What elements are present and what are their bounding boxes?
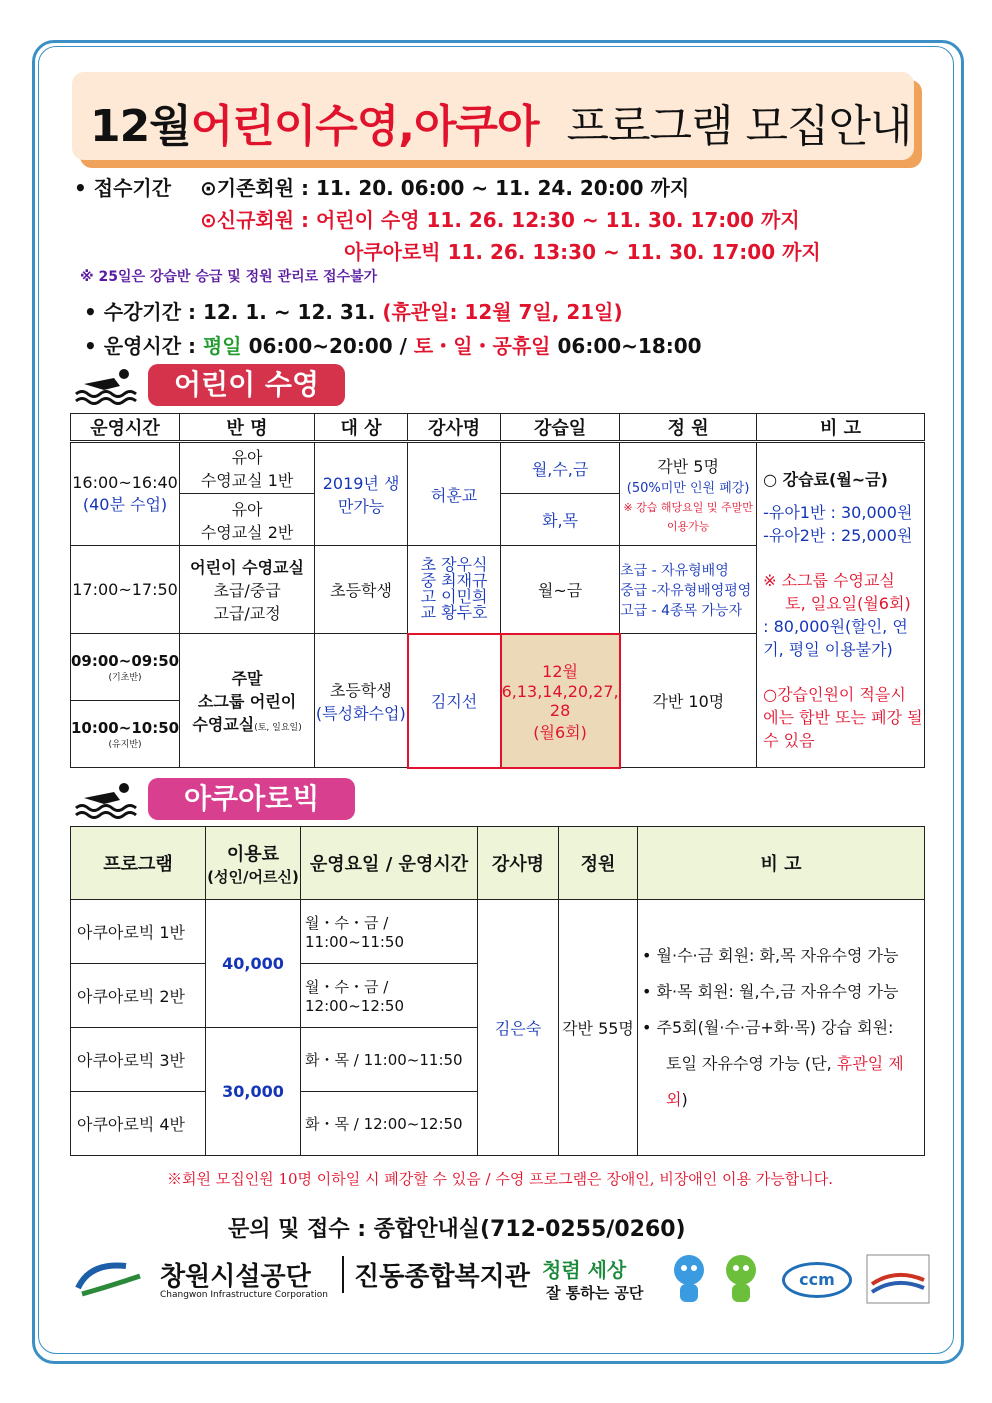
aqua-teacher: 김은숙 bbox=[478, 900, 559, 1156]
r3-day-text: 12월 6,13,14,20,27, 28 bbox=[501, 661, 619, 720]
th-target: 대 상 bbox=[315, 414, 408, 442]
note-fee2: -유아2반 : 25,000원 bbox=[763, 526, 913, 545]
r3-target bbox=[315, 634, 408, 768]
th-note: 비 고 bbox=[638, 827, 925, 900]
hours-label: • 운영시간 : bbox=[84, 334, 196, 358]
r1-cap-text: 각반 5명 bbox=[657, 457, 719, 476]
aqua-note4c: ) bbox=[681, 1089, 688, 1109]
r2-teacher1: 초 장우식 bbox=[420, 555, 488, 575]
th-teacher: 강사명 bbox=[408, 414, 501, 442]
contact: 문의 및 접수 : 종합안내실(712-0255/0260) bbox=[228, 1217, 686, 1242]
r2-class bbox=[180, 546, 315, 634]
hours-weekend: 토・일・공휴일 bbox=[413, 334, 551, 358]
r1-day2: 화,목 bbox=[501, 494, 620, 546]
period-label: • 수강기간 : 12. 1. ~ 12. 31. bbox=[84, 300, 376, 324]
aqua-row4-time: 화・목 / 12:00~12:50 bbox=[301, 1092, 478, 1156]
section-aqua: 아쿠아로빅 bbox=[148, 778, 355, 820]
r3-time1-note: (기초반) bbox=[108, 672, 142, 683]
r3-teacher: 김지선 bbox=[408, 634, 501, 768]
period bbox=[84, 296, 623, 325]
welfare-name: 진동종합복지관 bbox=[342, 1256, 530, 1293]
changwon-logo-icon bbox=[70, 1258, 150, 1304]
reg-new: ⊙신규회원 : 어린이 수영 11. 26. 12:30 ~ 11. 30. 17:00 까지 bbox=[200, 208, 800, 232]
r1-cap-note: (50%미만 인원 폐강) bbox=[626, 481, 750, 496]
r1-cap-note2: ※ 강습 해당요일 및 주말만 이용가능 bbox=[623, 501, 753, 533]
swimmer-icon bbox=[74, 366, 140, 406]
reg-note: ※ 25일은 강습반 승급 및 정원 관리로 접수불가 bbox=[80, 269, 378, 285]
th-capacity: 정 원 bbox=[620, 414, 757, 442]
kids-swim-table bbox=[70, 413, 925, 769]
th-time: 운영시간 bbox=[71, 414, 180, 442]
r1-class1-b: 수영교실 1반 bbox=[200, 471, 294, 490]
r3-time2: 10:00~10:50 bbox=[71, 718, 180, 737]
footer-note: ※회원 모집인원 10명 이하일 시 폐강할 수 있음 / 수영 프로그램은 장애인, 비장애인 이용 가능합니다. bbox=[166, 1170, 834, 1188]
r3-day-count: (월6회) bbox=[533, 722, 587, 742]
note-small-group-fee: : 80,000원(할인, 연기, 평일 이용불가) bbox=[763, 617, 908, 659]
th-fee-text: 이용료 bbox=[226, 843, 280, 865]
th-program: 프로그램 bbox=[71, 827, 206, 900]
th-teacher: 강사명 bbox=[478, 827, 559, 900]
r3-time bbox=[71, 634, 180, 768]
r2-teachers bbox=[408, 546, 501, 634]
ccm-logo: ccm bbox=[782, 1262, 852, 1298]
certificate-badge-icon bbox=[866, 1254, 930, 1304]
logo-bar bbox=[60, 1250, 940, 1310]
org-name-en: Changwon Infrastructure Corporation bbox=[160, 1290, 328, 1300]
reg-existing: ⊙기존회원 : 11. 20. 06:00 ~ 11. 24. 20:00 까지 bbox=[200, 176, 690, 200]
th-day: 강습일 bbox=[501, 414, 620, 442]
reg-label: • 접수기간 bbox=[74, 176, 172, 200]
mascot-green-icon bbox=[720, 1252, 762, 1306]
r1-class2-a: 유아 bbox=[231, 499, 263, 519]
hours-weekday-time: 06:00~20:00 / bbox=[248, 334, 407, 358]
r1-day1: 월,수,금 bbox=[501, 442, 620, 494]
r1-cap bbox=[620, 442, 757, 546]
r3-class bbox=[180, 634, 315, 768]
r2-class-levels2: 고급/교정 bbox=[213, 604, 281, 623]
aqua-row2-time: 월・수・금 / 12:00~12:50 bbox=[301, 964, 478, 1028]
note-fee-title: ○ 강습료(월~금) bbox=[763, 470, 888, 489]
aqua-row4-name: 아쿠아로빅 4반 bbox=[71, 1092, 206, 1156]
r3-time1: 09:00~09:50 bbox=[71, 651, 180, 670]
r1-time-text: 16:00~16:40 bbox=[72, 473, 178, 492]
aqua-row1-time: 월・수・금 / 11:00~11:50 bbox=[301, 900, 478, 964]
hours bbox=[84, 330, 702, 359]
hours-weekend-time: 06:00~18:00 bbox=[557, 334, 702, 358]
r2-time: 17:00~17:50 bbox=[71, 546, 180, 634]
period-holiday: (휴관일: 12월 7일, 21일) bbox=[382, 300, 623, 324]
aqua-note2: • 화·목 회원: 월,수,금 자유수영 가능 bbox=[642, 981, 899, 1001]
th-note: 비 고 bbox=[757, 414, 925, 442]
section-kids-swim: 어린이 수영 bbox=[148, 364, 345, 406]
th-class: 반 명 bbox=[180, 414, 315, 442]
r3-time2-note: (유지반) bbox=[108, 739, 142, 750]
r1-time bbox=[71, 442, 180, 546]
th-fee-sub: (성인/어르신) bbox=[207, 867, 299, 886]
aqua-note4 bbox=[642, 1046, 924, 1118]
mascot-blue-icon bbox=[668, 1252, 710, 1306]
th-fee bbox=[206, 827, 301, 900]
r2-cap bbox=[620, 546, 757, 634]
r3-class1: 주말 bbox=[231, 669, 263, 688]
r1-class2-b: 수영교실 2반 bbox=[200, 522, 294, 542]
aqua-note4b: 휴관일 제외 bbox=[666, 1053, 904, 1109]
slogan2: 잘 통하는 공단 bbox=[546, 1284, 644, 1302]
note-fee1: -유아1반 : 30,000원 bbox=[763, 503, 913, 522]
aqua-row3-name: 아쿠아로빅 3반 bbox=[71, 1028, 206, 1092]
aqua-fee2: 30,000 bbox=[206, 1028, 301, 1156]
aqua-note bbox=[638, 900, 925, 1156]
r3-class3: 수영교실 bbox=[192, 715, 255, 734]
r2-teacher2: 중 최재규 bbox=[420, 571, 488, 591]
note-merge: ○강습인원이 적을시 에는 합반 또는 폐강 될 수 있음 bbox=[763, 685, 923, 750]
r1-time-note: (40분 수업) bbox=[82, 495, 168, 514]
note-small-group-days: 토, 일요일(월6회) bbox=[785, 594, 911, 613]
title-rest: 프로그램 모집안내 bbox=[566, 101, 912, 152]
r2-teacher3: 고 이민희 bbox=[420, 587, 488, 607]
r2-class-levels1: 초급/중급 bbox=[213, 581, 281, 600]
r2-cap3: 고급 - 4종목 가능자 bbox=[620, 602, 743, 619]
aqua-table bbox=[70, 826, 925, 1156]
r2-cap2: 중급 -자유형배영평영 bbox=[620, 582, 752, 599]
r2-teacher4: 교 황두호 bbox=[420, 603, 488, 623]
note-small-group: ※ 소그룹 수영교실 bbox=[763, 571, 895, 590]
r3-class-note: (토, 일요일) bbox=[254, 723, 302, 733]
t1-note-cell bbox=[757, 442, 925, 768]
r3-class2: 소그룹 어린이 bbox=[197, 692, 297, 711]
aqua-note4a: 토일 자유수영 가능 (단, bbox=[666, 1053, 832, 1073]
aqua-cap: 각반 55명 bbox=[559, 900, 638, 1156]
aqua-row1-name: 아쿠아로빅 1반 bbox=[71, 900, 206, 964]
r1-class1 bbox=[180, 442, 315, 494]
th-cap: 정원 bbox=[559, 827, 638, 900]
r3-day bbox=[501, 634, 620, 768]
page-title bbox=[90, 90, 912, 154]
r3-target-text: 초등학생 bbox=[329, 680, 392, 700]
aqua-row3-time: 화・목 / 11:00~11:50 bbox=[301, 1028, 478, 1092]
hours-weekday: 평일 bbox=[202, 334, 242, 358]
r3-target-note: (특성화수업) bbox=[315, 703, 406, 723]
r1-target: 2019년 생만가능 bbox=[315, 442, 408, 546]
r1-class1-a: 유아 bbox=[231, 448, 263, 467]
aqua-fee1: 40,000 bbox=[206, 900, 301, 1028]
r2-target: 초등학생 bbox=[315, 546, 408, 634]
r1-class2 bbox=[180, 494, 315, 546]
title-program: 어린이수영,아쿠아 bbox=[190, 101, 539, 152]
title-month: 12월 bbox=[90, 101, 191, 152]
reg-new-aqua: 아쿠아로빅 11. 26. 13:30 ~ 11. 30. 17:00 까지 bbox=[344, 240, 821, 264]
r3-cap: 각반 10명 bbox=[620, 634, 757, 768]
org-name: 창원시설공단 bbox=[160, 1262, 311, 1292]
r2-class-title: 어린이 수영교실 bbox=[190, 558, 304, 577]
th-schedule: 운영요일 / 운영시간 bbox=[301, 827, 478, 900]
aqua-note1: • 월·수·금 회원: 화,목 자유수영 가능 bbox=[642, 945, 899, 965]
slogan: 청렴 세상 bbox=[542, 1258, 627, 1282]
r2-cap1: 초급 - 자유형배영 bbox=[620, 562, 729, 579]
swimmer-icon-2 bbox=[74, 780, 140, 820]
aqua-note3: • 주5회(월·수·금+화·목) 강습 회원: bbox=[642, 1017, 894, 1037]
r1-teacher: 허훈교 bbox=[408, 442, 501, 546]
aqua-row2-name: 아쿠아로빅 2반 bbox=[71, 964, 206, 1028]
r2-day: 월~금 bbox=[501, 546, 620, 634]
